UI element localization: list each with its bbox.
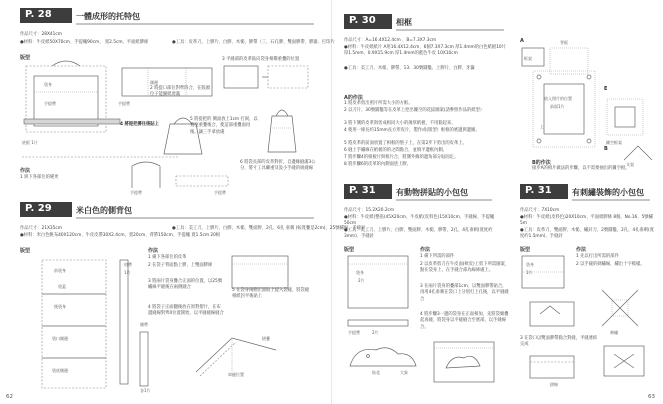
p29-tab-label: 側帶 [140, 322, 148, 327]
p29-flap-label: 袋蓋 [58, 284, 66, 289]
p28-tab-right-label: 手提帶 [214, 190, 226, 195]
p29-title: 米白色的側背包 [76, 206, 132, 215]
p28-step5: 5 將提把的 側面放上1cm 打洞，以寬度重疊後合，使這部重疊面再後，讓三手拿放處 [190, 117, 258, 135]
p31a-handle-cut: 2片 [372, 330, 379, 335]
p29-strap-cut: 1片 [124, 270, 131, 275]
p28-base-sheet-label: 底板 1片 [22, 140, 38, 145]
p28-step5-illustration [262, 106, 302, 156]
p31a-bag-pattern [346, 254, 412, 312]
p30-stand-illustration [620, 144, 656, 164]
p30-a-step: 2 以刀片、30號圓鑿等在皮革上挖出鏤空的花紋圖案(請參照作品的紙型） [344, 108, 485, 113]
p31b-step1: 1 先以打出所需的部件 [576, 254, 619, 259]
p28-handle-b-label: 手提帶 [118, 101, 130, 106]
p30-stand-label: 支架 [626, 162, 634, 167]
p28-steps-heading: 作法 [20, 168, 31, 174]
p29-step2-illustration [228, 252, 294, 292]
p31a-badge [344, 184, 392, 199]
p30-title: 相框 [396, 18, 412, 27]
p31a-body-cut: 2片 [358, 278, 365, 283]
p30-tools: ●工具：美工刀、木槌、膠帶、13．30號圓鑿、上膠片、白膠、牙籤 [344, 66, 475, 71]
p31a-pattern-label: 版型 [344, 247, 355, 253]
p30-a-step: 8 將步驟6的皮革的內側面塗上膠。 [344, 162, 411, 167]
p31a-shape-label: 大象 [400, 370, 408, 375]
p31b-number: P. 31 [525, 185, 552, 196]
p31a-step3: 3 在兩片袋身的疊部1cm，以雙面膠帶貼合，再用4孔垂刺在袋口上分別打上孔後，以平縫縫合 [420, 284, 509, 302]
p30-frame-a-main [530, 68, 600, 152]
p31a-title: 有動物拼貼的小包包 [396, 188, 468, 197]
p30-e-label: E [604, 86, 608, 92]
p28-materials: ●材料：牛皮紙50X70cm、手提繩90cm、 寬2.5cm、平面紙膠條 [20, 40, 149, 45]
p29-tab-pattern [136, 330, 156, 390]
p29-step1: 1 備下各部位的皮革 [148, 255, 187, 260]
p29-bag-pattern [36, 254, 116, 394]
p31b-materials: ●材料：牛皮紙(皮料色)20X10cm、平面紙膠條 8個、No.16、5號繡 5m [520, 215, 653, 227]
p28-tab-right-illustration [174, 172, 234, 192]
p30-back-a-label: 背板 [560, 40, 568, 45]
p28-badge [20, 8, 72, 23]
p31a-materials: ●材料：牛皮紙(整張)45X20cm、牛皮紙(皮料色)15X10cm、手縫線、手提繩50cm [344, 215, 495, 227]
p28-base-strip [22, 118, 122, 126]
p31b-title-underline [572, 199, 652, 203]
p28-tab-left-label: 手提帶 [130, 190, 142, 195]
p30-b-text: 接步A的相片做法的步驟，以不需要抽出的鏤空板。 [532, 166, 630, 171]
p29-tab-cut: 各1片 [140, 388, 151, 393]
p31b-finished-bag [600, 342, 650, 382]
p29-gusset-bottom-label: 袋底側邊 [52, 368, 68, 373]
p31b-step2: 2 以手縫的刺繡線，繡出十字模樣。 [576, 262, 645, 267]
p29-sewing-label: 車縫位置 [228, 372, 244, 377]
p30-title-underline [396, 29, 506, 33]
p29-step5: 5 在袋身兩側正面貼上提入袋縫，將袋縫相紙封平後貼上 [232, 288, 310, 300]
p31a-step2: 2 以皮革剪刀在牛皮面(軟皮)上剪下所需圖案，點在袋身上，在手縫合部為線條處上。 [420, 262, 510, 274]
p30-materials: ●材料：牛皮紙紙片 A用16.4X12.4cm、6個7.3X7.3cm 厚1.4mm的白色紙板10片 厚1.5mm、0.9X15.9cm 厚1.4mm的藍色牛皮 10X10cm [344, 45, 506, 57]
p29-front-panel-label: 前袋身 [54, 268, 66, 273]
p28-handle-a-label: 手提帶 [44, 101, 56, 106]
p28-number: P. 28 [25, 9, 52, 20]
p29-step4: 4 將袋子正面翻後放在原對摺片，在布邊縫線對齊0位置開始，以平縫縫線縫合 [148, 305, 224, 317]
p28-step3-illustration [218, 60, 318, 94]
p31b-fold-label: 摺線 [550, 382, 558, 387]
p28-title-underline [76, 23, 316, 27]
p31a-applique-pattern [346, 342, 426, 372]
right-page-number: 63 [648, 394, 655, 400]
p29-fold-label: 摺疊 [262, 336, 270, 341]
p29-gusset-top-label: 袋口側邊 [52, 336, 68, 341]
p28-step1: 1 與下各部位的變更 [20, 175, 59, 180]
p31a-handle-label: 手提帶 [348, 330, 360, 335]
page-gutter [331, 0, 332, 404]
p31a-step4-illustration [430, 338, 500, 388]
p29-strap-label: 肩帶 [124, 262, 132, 267]
p30-cut-one-label: 前面1片 [550, 104, 565, 109]
p30-a-step: 7 將步驟4的相板片與框片合，將側外緣的邊角部分貼固定。 [344, 155, 459, 160]
p31b-cross-stitch [598, 286, 642, 330]
p30-a-heading: A的作法 [344, 95, 363, 101]
p28-tools: ●工具：皮革刀、上膠片、白膠、木槌、膠帶（三、石孔膠、雙面膠帶、膠器、打印片 [172, 40, 335, 45]
p31b-size: 作品尺寸：7X10cm [520, 208, 560, 213]
p29-pattern-label: 版型 [20, 248, 31, 254]
p28-step6: 6 將袋長部的皮革對折，自邊緣縫滿3公分，將寸工具繼重及設小手縫的組縫線 [240, 160, 316, 172]
p28-tab-left-illustration [126, 162, 166, 192]
p30-a-step: 3 將下側的皮革與剪成相同大小的薄厚紙板，不用黏起來。 [344, 121, 456, 126]
left-page-number: 62 [6, 394, 13, 400]
p31a-step1: 1 備下所需的部件 [420, 254, 455, 259]
p30-number: P. 30 [349, 15, 376, 26]
p30-a-step: 4 使用一條長約15mm長方形皮片，製作成(版型）框框的底邊與邊圖。 [344, 128, 480, 133]
p28-step3: 3 平縫部的皮革貼向袋身相鄰重疊的位置 [222, 57, 300, 62]
p31a-size: 作品尺寸：15.2X20.2cm [344, 208, 395, 213]
p28-size: 作品尺寸：28X41cm [20, 32, 62, 37]
p30-pos-top-label: 上 [540, 124, 544, 129]
p30-a-step: 6 縫上手繡線在紙板的的之間黏合，並填平邊框內側。 [344, 148, 447, 153]
p30-frame-b-label: 鏤空框架 [606, 140, 622, 145]
p29-badge [20, 202, 72, 217]
p31b-steps-heading: 作法 [576, 247, 587, 253]
p30-photo-area-label: 放入照片的位置 [544, 96, 572, 101]
p30-frame-a-label: 框架 [524, 56, 532, 61]
p29-title-underline [76, 217, 316, 221]
p29-number: P. 29 [25, 203, 52, 214]
p29-strap-pattern [116, 258, 136, 388]
p31b-step3: 3 在袋口以雙面膠帶黏合對縫，平縫連結完成 [520, 336, 598, 348]
p28-pattern-label: 版型 [20, 55, 31, 61]
p31b-body-label: 袋身 [526, 262, 534, 267]
p31b-fold-diagram [528, 352, 578, 382]
p31a-title-underline [396, 199, 496, 203]
p29-step2: 2 在袋子背面點上膠，上雙面膠條 [148, 263, 213, 268]
p30-a-step: 5 將皮革的前面放置了相框的墊子上，在第2步下剪出的皮革上。 [344, 141, 467, 146]
p29-materials: ●材料：米白色帆布40X120cm、牛皮皮帶30X2.4cm、寬20cm、背帶150cm、手提繩 寬1.5cm 20根 [20, 233, 221, 238]
p31b-title: 有刺繡裝飾的小包包 [572, 188, 644, 197]
p28-bag-pattern [22, 62, 112, 142]
p31b-tools: ●工具：皮革刀、雙面膠、木槌、繡針刀、2號圓鑿、2孔、4孔垂刺(寬度約1.5mm)、手縫針 [520, 228, 654, 240]
p29-back-panel-label: 後袋身 [54, 304, 66, 309]
p31a-number: P. 31 [349, 185, 376, 196]
p31a-body-label: 袋身 [356, 270, 364, 275]
p31b-pattern-label: 版型 [520, 247, 531, 253]
p28-side-label: 側邊 [150, 80, 158, 85]
p31a-steps-heading: 作法 [420, 247, 431, 253]
p31b-badge [520, 184, 568, 199]
p28-bag-body-label: 袋身 [44, 82, 52, 87]
p30-b-label: B [604, 146, 608, 152]
p30-b-heading: B的作法 [532, 160, 551, 166]
p30-frame-b-main [604, 96, 648, 140]
p29-tools: ●工具：美工刀、上膠片、白膠、木槌、雙面膠、2孔、6孔 垂刺 (較寬疊是2cm)、25號繡線、手縫針 [172, 226, 366, 231]
p31b-body-cut: 1片 [526, 270, 533, 275]
p31a-step4: 4 將步驟3一邊的袋身在正面相加，先將袋翼疊起再縫，將袋身以平縫縫合至底部，以手縫線合。 [420, 312, 509, 330]
p31a-tools: ●工具：美工刀、上膠片、白膠、雙面膠、木槌、膠帶、2孔、4孔垂刺(寬度約3mm)、手縫針 [344, 228, 493, 240]
p28-title: 一體成形的托特包 [76, 12, 140, 21]
p30-a-label: A [520, 38, 524, 44]
p31b-step-diagram [528, 300, 578, 330]
p30-a-step: 1 將皮革剪出照片所需大小的方框。 [344, 101, 413, 106]
p30-size: 作品尺寸：A=16.4X12.4cm 、B=7.3X7.3cm [344, 38, 437, 43]
p28-step2: 2 將提口部位對準四合，在版頭位子能圖紙剪滿 [150, 86, 210, 98]
p30-badge [344, 14, 392, 29]
p29-size: 作品尺寸：21X35cm [20, 226, 62, 231]
p28-step4: 4 將提把撐住後貼上 [120, 122, 159, 127]
p31b-embroidery-label: 刺繡 [610, 330, 618, 335]
p29-step3: 3 將兩片袋身疊合正面的位置，以25號繡線平縫後在兩側縫合 [148, 279, 223, 291]
p31a-applique-label: 貼花 [372, 370, 380, 375]
p29-steps-heading: 作法 [148, 248, 159, 254]
